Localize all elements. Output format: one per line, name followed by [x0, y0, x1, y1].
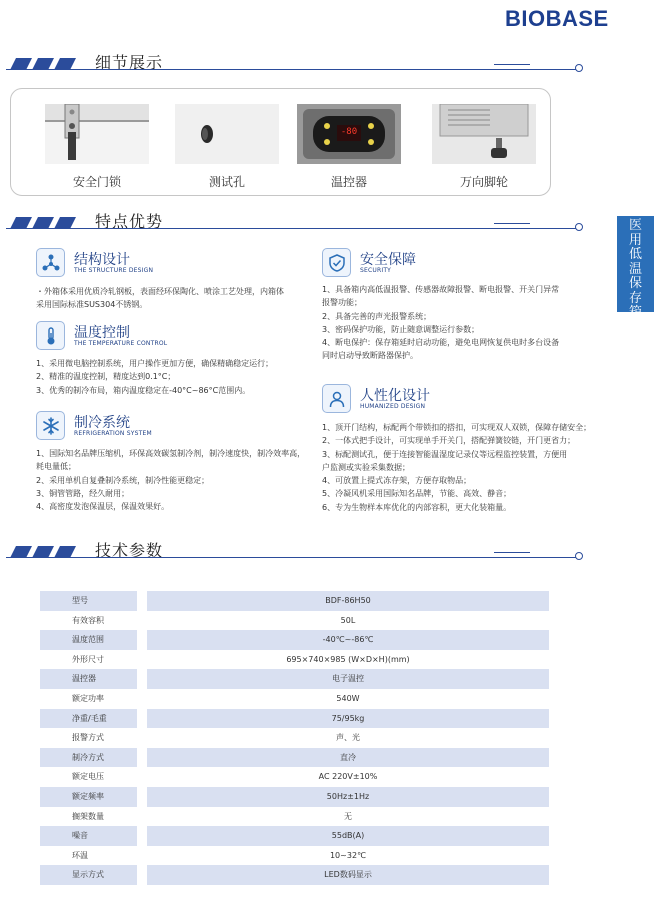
spec-value: 695×740×985 (W×D×H)(mm)	[286, 654, 410, 664]
spec-label: 额定功率	[72, 693, 104, 703]
feature-subtitle: SECURITY	[360, 267, 392, 274]
side-tab-char: 存	[628, 290, 642, 306]
table-row	[40, 591, 549, 611]
spec-label: 显示方式	[40, 865, 137, 885]
detail-temperature-controller	[297, 104, 401, 190]
user-icon	[322, 384, 351, 413]
shield-icon	[322, 248, 351, 277]
detail-caption: 温控器	[330, 175, 367, 189]
table-row	[40, 669, 549, 689]
feature-line: 户监测或实验采集数据；	[322, 462, 410, 472]
feature-refrigeration-header	[36, 411, 236, 441]
temperature-controller-photo	[297, 104, 401, 164]
section-rule-dot	[575, 223, 583, 231]
spec-label: 净重/毛重	[40, 709, 137, 729]
spec-value: 55dB(A)	[147, 826, 549, 846]
section-rule-step	[494, 552, 530, 558]
spec-label: 报警方式	[72, 733, 104, 743]
spec-label: 环温	[72, 850, 88, 860]
section-header-features	[0, 211, 654, 241]
feature-line: ・外箱体采用优质冷轧钢板，表面经环保陶化、喷涂工艺处理，内箱体	[36, 287, 284, 296]
table-row	[40, 865, 549, 885]
snowflake-icon	[36, 411, 65, 440]
feature-line: 1、国际知名品牌压缩机，环保高效碳氢制冷剂，制冷速度快，制冷效率高，	[36, 449, 306, 458]
feature-line: 5、冷凝风机采用国际知名品牌，节能、高效、静音；	[322, 489, 512, 499]
section-rule-dot	[575, 64, 583, 72]
spec-label: 温度范围	[40, 630, 137, 650]
spec-value: 75/95kg	[147, 709, 549, 729]
table-row	[40, 787, 549, 807]
feature-title: 温度控制	[74, 325, 130, 341]
feature-line: 4、断电保护：保存箱延时启动功能，避免电网恢复供电时多台设备	[322, 338, 560, 348]
test-hole-photo	[175, 104, 279, 164]
table-row	[40, 826, 549, 846]
feature-structure-header	[36, 248, 236, 278]
section-title: 技术参数	[95, 541, 164, 560]
table-row	[40, 709, 549, 729]
spec-value: LED数码显示	[147, 865, 549, 885]
feature-humanized-text	[322, 421, 612, 514]
feature-security-text	[322, 283, 592, 363]
feature-temperature-text	[36, 357, 306, 397]
spec-label: 型号	[40, 591, 137, 611]
spec-value: 540W	[336, 693, 360, 703]
feature-title: 安全保障	[360, 252, 416, 268]
spec-label: 温控器	[40, 669, 137, 689]
feature-title: 人性化设计	[360, 388, 430, 404]
spec-label: 制冷方式	[40, 748, 137, 768]
feature-line: 3、密码保护功能，防止随意调整运行参数；	[322, 324, 480, 334]
side-tab-char: 医	[628, 218, 642, 233]
section-rule-step	[494, 223, 530, 229]
thermometer-icon	[36, 321, 65, 350]
feature-line: 耗电量低；	[36, 462, 76, 472]
feature-subtitle: HUMANIZED DESIGN	[360, 403, 426, 410]
side-tab-char: 温	[628, 261, 642, 277]
side-tab-char: 低	[628, 247, 642, 262]
detail-test-hole	[175, 104, 279, 190]
feature-line: 采用国际标准SUS304不锈钢。	[36, 300, 148, 310]
feature-line: 3、优秀的制冷布局，箱内温度稳定在-40°C~86°C范围内。	[36, 385, 251, 395]
spec-value: AC 220V±10%	[318, 772, 378, 782]
section-rule	[6, 228, 576, 229]
section-title: 特点优势	[95, 212, 164, 231]
feature-humanized-header	[322, 384, 522, 414]
controller-display-readout: -80	[340, 127, 358, 137]
table-row	[40, 846, 549, 866]
feature-line: 2、一体式把手设计，可实现单手开关门，搭配弹簧铰链，开门更省力；	[322, 436, 576, 446]
feature-security-header	[322, 248, 522, 278]
spec-label: 噪音	[40, 826, 137, 846]
feature-line: 报警功能；	[322, 298, 362, 308]
spec-value: 声、光	[336, 733, 360, 743]
feature-line: 1、具备箱内高低温报警、传感器故障报警、断电报警、开关门异常	[322, 285, 560, 294]
section-rule-step	[494, 64, 530, 70]
spec-label: 额定频率	[40, 787, 137, 807]
side-tab-char: 箱	[628, 305, 642, 320]
side-tab-char: 用	[628, 232, 642, 248]
detail-caster-wheel	[432, 104, 536, 190]
door-lock-photo	[45, 104, 149, 164]
feature-line: 1、采用微电脑控制系统，用户操作更加方便，确保精确稳定运行；	[36, 359, 274, 368]
table-row	[40, 767, 549, 787]
spec-value: BDF-86H50	[147, 591, 549, 611]
feature-line: 1、顶开门结构，标配两个带锁扣的搭扣，可实现双人双锁，保障存储安全；	[322, 423, 592, 432]
section-rule	[6, 557, 576, 558]
structure-icon	[36, 248, 65, 277]
spec-value: 50Hz±1Hz	[147, 787, 549, 807]
feature-line: 4、高密度发泡保温层，保温效果好。	[36, 502, 170, 512]
feature-refrigeration-text	[36, 447, 316, 513]
table-row	[40, 611, 549, 631]
spec-value: 直冷	[147, 748, 549, 768]
feature-line: 2、精准的温度控制，精度达到0.1°C；	[36, 372, 176, 382]
detail-door-lock	[45, 104, 149, 190]
table-row	[40, 689, 549, 709]
spec-value: 10~32℃	[329, 850, 367, 860]
spec-label: 外形尺寸	[72, 654, 104, 664]
feature-subtitle: THE TEMPERATURE CONTROL	[74, 340, 168, 347]
spec-value: 电子温控	[147, 669, 549, 689]
spec-table	[40, 591, 549, 885]
section-rule	[6, 69, 576, 70]
side-tab-char: 保	[628, 276, 642, 291]
table-row	[40, 748, 549, 768]
feature-line: 4、可放置上提式冻存架，方便存取物品；	[322, 476, 472, 486]
feature-line: 同时启动导致断路器保护。	[322, 351, 418, 361]
spec-label: 搁架数量	[72, 811, 104, 821]
detail-caption: 测试孔	[208, 175, 245, 189]
caster-wheel-photo	[432, 104, 536, 164]
table-row	[40, 728, 549, 748]
feature-title: 结构设计	[74, 252, 130, 268]
spec-label: 有效容积	[72, 615, 104, 625]
section-header-details	[0, 52, 654, 82]
feature-line: 3、铜管管路，经久耐用；	[36, 488, 130, 498]
feature-temperature-header	[36, 321, 236, 351]
spec-value: -40℃~-86℃	[147, 630, 549, 650]
feature-line: 2、具备完善的声光报警系统；	[322, 311, 432, 321]
spec-value: 无	[344, 811, 352, 821]
section-title: 细节展示	[95, 53, 164, 72]
detail-caption: 万向脚轮	[459, 175, 508, 189]
table-row	[40, 650, 549, 670]
detail-caption: 安全门锁	[72, 175, 121, 189]
section-header-specs	[0, 540, 654, 570]
brand-logo: BIOBASE	[505, 6, 609, 31]
feature-subtitle: THE STRUCTURE DESIGN	[74, 267, 154, 274]
feature-line: 6、专为生物样本库优化的内部容积，更大化装箱量。	[322, 502, 512, 512]
feature-subtitle: REFRIGERATION SYSTEM	[74, 430, 152, 437]
spec-value: 50L	[340, 615, 356, 625]
feature-line: 3、标配测试孔，便于连接智能温湿度记录仪等远程监控装置，方便用	[322, 449, 568, 459]
table-row	[40, 807, 549, 827]
section-rule-dot	[575, 552, 583, 560]
feature-line: 2、采用单机自复叠制冷系统，制冷性能更稳定；	[36, 475, 210, 485]
feature-title: 制冷系统	[74, 415, 130, 431]
table-row	[40, 630, 549, 650]
feature-structure-text	[36, 285, 306, 312]
spec-label: 额定电压	[72, 772, 104, 782]
